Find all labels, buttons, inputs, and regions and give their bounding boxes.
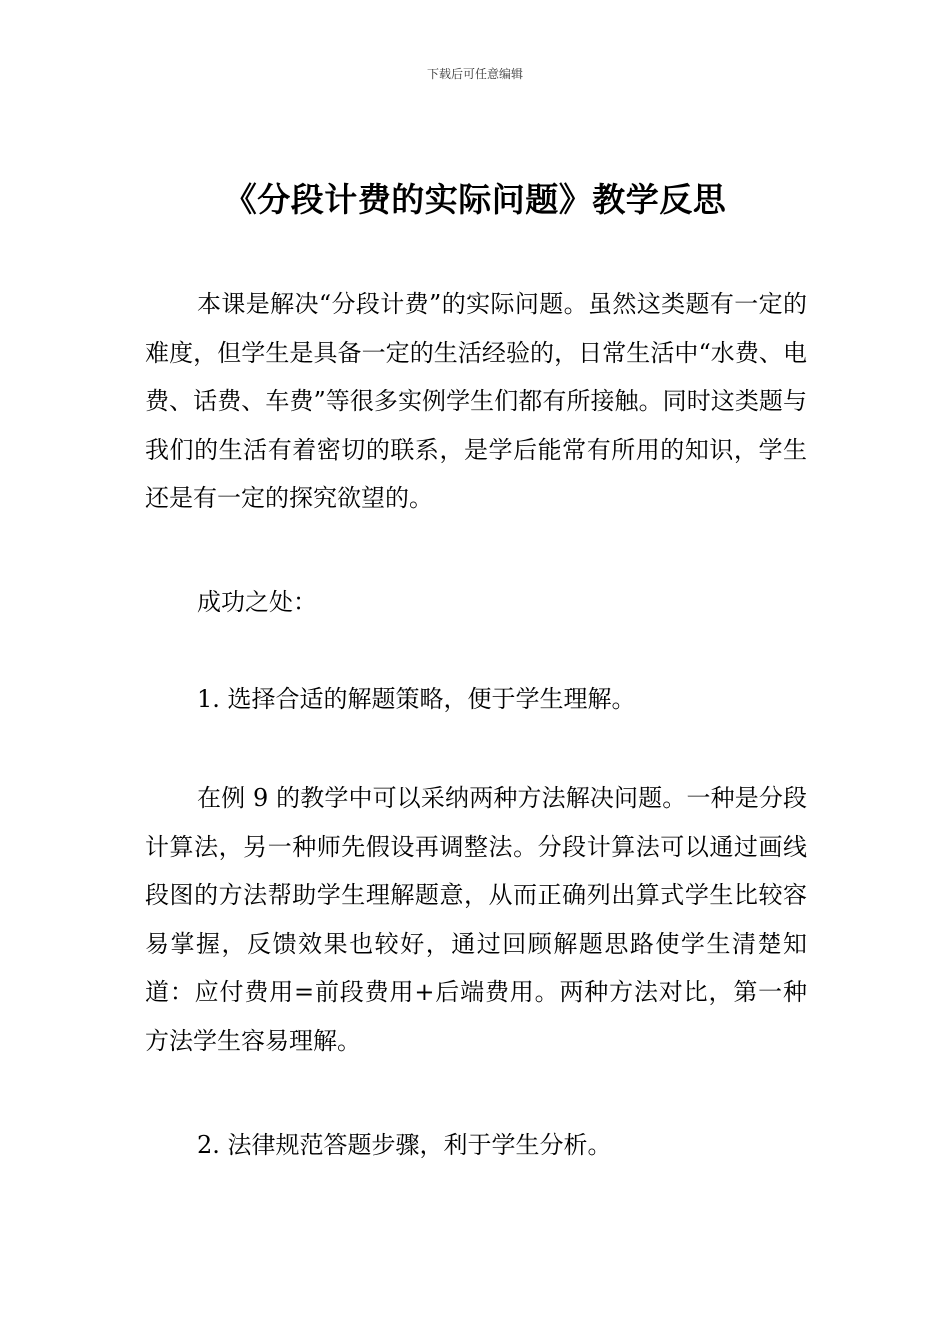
header-note: 下载后可任意编辑 [426, 67, 523, 81]
document-title: 《分段计费的实际问题》教学反思 [223, 180, 727, 219]
paragraph-success-heading: 成功之处： [197, 588, 317, 616]
paragraph-point-2: 2. 法律规范答题步骤，利于学生分析。 [197, 1131, 612, 1159]
paragraph-intro: 本课是解决“分段计费”的实际问题。虽然这类题有一定的难度，但学生是具备一定的生活经验的，日常生活中“水费、电费、话费、车费”等很多实例学生们都有所接触。同时这类题与我们的生活有着密切的联系，是学后能常有所用的知识，学生还是有一定的探究欲望的。 [145, 290, 807, 513]
paragraph-example-9: 在例 9 的教学中可以采纳两种方法解决问题。一种是分段计算法，另一种师先假设再调整法。分段计算法可以通过画线段图的方法帮助学生理解题意，从而正确列出算式学生比较容易掌握，反馈效果也较好，通过回顾解题思路使学生清楚知道：应付费用=前段费用+后端费用。两种方法对比，第一种方法学生容易理解。 [145, 784, 807, 1055]
paragraph-point-1: 1. 选择合适的解题策略，便于学生理解。 [197, 685, 636, 713]
